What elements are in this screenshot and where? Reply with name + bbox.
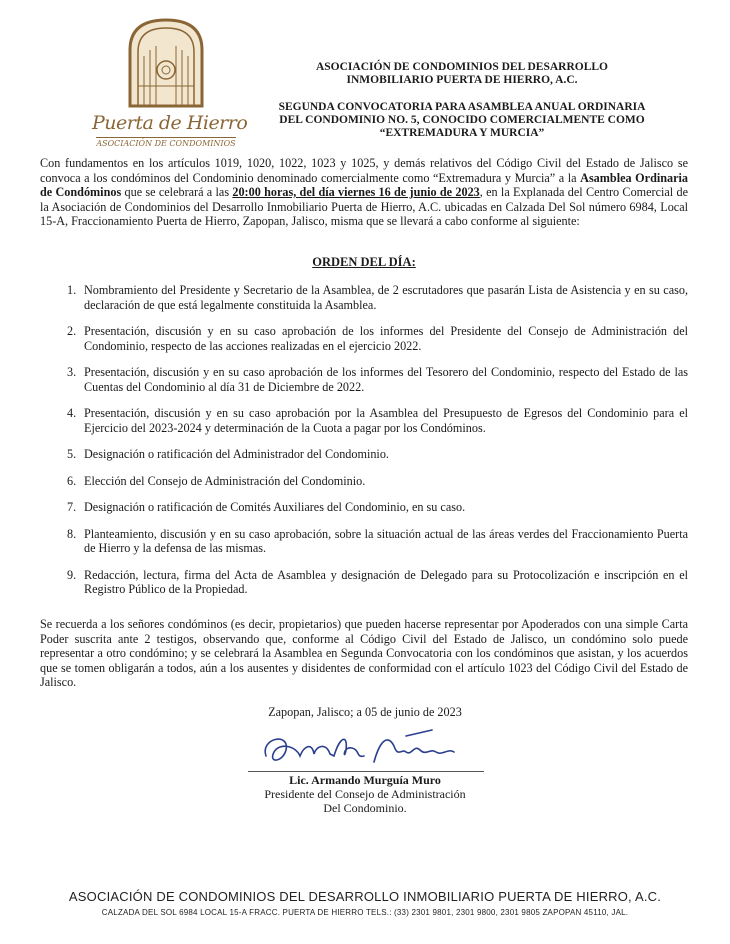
- agenda-item: [40, 324, 688, 353]
- agenda-item: [40, 283, 688, 312]
- logo-subtitle: ASOCIACIÓN DE CONDOMINIOS: [96, 139, 236, 148]
- agenda-item-text: Nombramiento del Presidente y Secretario de la Asamblea, de 2 escrutadores que pasarán Lista de Asistencia y en su caso, declaración de que está legalmente constituida la Asamblea.: [84, 283, 688, 312]
- signer-name: Lic. Armando Murguía Muro: [289, 773, 441, 787]
- place-date: Zapopan, Jalisco; a 05 de junio de 2023: [268, 705, 462, 719]
- agenda-item-number: 3.: [67, 365, 77, 379]
- convocation-heading: [232, 101, 692, 140]
- assembly-date: 20:00 horas, del día viernes 16 de junio de 2023: [232, 185, 480, 199]
- agenda-item-number: 2.: [67, 324, 77, 338]
- agenda-item: [40, 447, 688, 462]
- heading-line: DEL CONDOMINIO NO. 5, CONOCIDO COMERCIALMENTE COMO: [279, 114, 645, 126]
- handwritten-signature: [256, 726, 476, 772]
- logo-name: Puerta de Hierro: [92, 112, 248, 134]
- agenda-item-text: Presentación, discusión y en su caso aprobación de los informes del Presidente del Consejo de Administración del Condominio, respecto de las acciones realizadas en el ejercicio 2022.: [84, 324, 688, 353]
- intro-text: que se celebrará a las: [121, 185, 233, 199]
- gate-emblem-icon: [126, 16, 206, 108]
- agenda-item-number: 8.: [67, 526, 77, 541]
- agenda-item: [40, 527, 688, 556]
- agenda-item-number: 4.: [67, 406, 77, 420]
- agenda-item-number: 6.: [67, 473, 77, 488]
- agenda-item-text: Designación o ratificación de Comités Auxiliares del Condominio, en su caso.: [84, 500, 466, 514]
- assembly-name: Asamblea Ordinaria de Condóminos: [40, 170, 688, 199]
- agenda-item-text: Designación o ratificación del Administrador del Condominio.: [84, 447, 389, 461]
- signer-title: Del Condominio.: [323, 801, 407, 815]
- agenda-item: [40, 568, 688, 597]
- agenda-list: [40, 283, 688, 597]
- agenda-item-text: Presentación, discusión y en su caso aprobación de los informes del Tesorero del Condominio, respecto del Estado de las Cuentas del Condominio al día 31 de Diciembre de 2022.: [84, 365, 688, 394]
- closing-paragraph: Se recuerda a los señores condóminos (es decir, propietarios) que pueden hacerse representar por Apoderados con una simple Carta Poder suscrita ante 2 testigos, observando que, conforme al Código Civil del Estado de Jalisco, un condómino solo puede representar a otro condómino; y se celebrará la Asamblea en Segunda Convocatoria con los condóminos que asistan, y los acuerdos que se tomen obligarán a todos, aún a los ausentes y disidentes de conformidad con el artículo 1023 del Código Civil del Estado de Jalisco.: [40, 617, 688, 689]
- heading-line: SEGUNDA CONVOCATORIA PARA ASAMBLEA ANUAL ORDINARIA: [278, 101, 646, 113]
- heading-line: ASOCIACIÓN DE CONDOMINIOS DEL DESARROLLO: [315, 61, 609, 73]
- agenda-item: [40, 406, 688, 435]
- association-logo: [92, 16, 248, 148]
- footer-association-name: ASOCIACIÓN DE CONDOMINIOS DEL DESARROLLO INMOBILIARIO PUERTA DE HIERRO, A.C.: [68, 889, 662, 904]
- agenda-item-number: 5.: [67, 447, 77, 461]
- heading-line: “EXTREMADURA Y MURCIA”: [379, 127, 545, 139]
- intro-text: Con fundamentos en los artículos 1019, 1020, 1022, 1023 y 1025, y demás relativos del Código Civil del Estado de Jalisco se convoca a los condóminos del Condominio denominado comercialmente como “Extremadura y Murcia” a la: [40, 156, 688, 185]
- agenda-item-text: Planteamiento, discusión y en su caso aprobación, sobre la situación actual de las áreas verdes del Fraccionamiento Puerta de Hierro y la defensa de las mismas.: [84, 526, 688, 555]
- agenda-item: [40, 365, 688, 394]
- signer-title: Presidente del Consejo de Administración: [264, 787, 466, 801]
- agenda-item: [40, 500, 688, 515]
- signature-line: [248, 771, 484, 772]
- association-heading: [232, 61, 692, 87]
- agenda-item-number: 1.: [67, 283, 77, 297]
- agenda-item-number: 7.: [67, 500, 77, 514]
- agenda-title: ORDEN DEL DÍA:: [312, 255, 416, 269]
- agenda-item-text: Presentación, discusión y en su caso aprobación por la Asamblea del Presupuesto de Egresos del Condominio para el Ejercicio del 2023-2024 y determinación de la Cuota a pagar por los Condóminos.: [84, 406, 688, 435]
- agenda-item-number: 9.: [67, 567, 77, 582]
- agenda-item-text: Elección del Consejo de Administración del Condominio.: [84, 473, 366, 488]
- intro-text: , en la Explanada del Centro Comercial de la Asociación de Condominios del Desarrollo Inmobiliario Puerta de Hierro, A.C. ubicadas en Calzada Del Sol número 6984, Local 15-A, Fraccionamiento Puerta de Hierro, Zapopan, Jalisco, misma que se llevará a cabo conforme al siguiente:: [40, 185, 689, 228]
- agenda-item-text: Redacción, lectura, firma del Acta de Asamblea y designación de Delegado para su Protocolización e inscripción en el Registro Público de la Propiedad.: [84, 567, 688, 596]
- footer-address: CALZADA DEL SOL 6984 LOCAL 15-A FRACC. PUERTA DE HIERRO TELS.: (33) 2301 9801, 2301 9800, 2301 9805 ZAPOPAN 45110, JAL.: [101, 908, 629, 917]
- heading-line: INMOBILIARIO PUERTA DE HIERRO, A.C.: [346, 74, 578, 86]
- agenda-item: [40, 474, 688, 489]
- intro-paragraph: [40, 156, 688, 229]
